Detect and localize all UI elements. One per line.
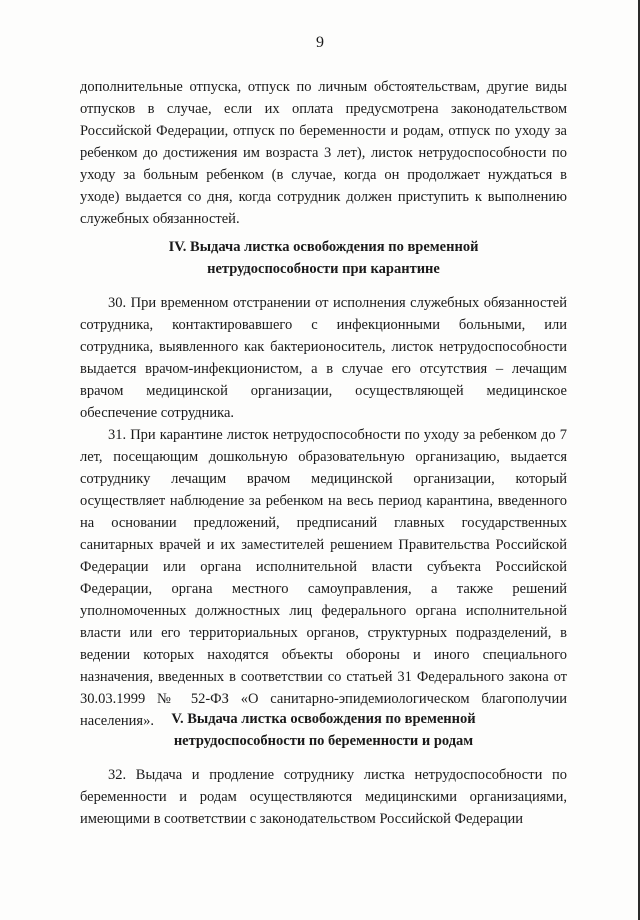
paragraph-30: 30. При временном отстранении от исполнения служебных обязанностей сотрудника, контактировавшего с инфекционными больными, или сотрудника, выявленного как бактерионоситель, листок нетрудоспособности выдается врачом-инфекционистом, а в случае его отсутствия – лечащим врачом медицинской организации, осуществляющей медицинское обеспечение сотрудника. (80, 295, 567, 421)
page-number: 9 (316, 34, 324, 51)
paragraph-31: 31. При карантине листок нетрудоспособности по уходу за ребенком до 7 лет, посещающим дошкольную образовательную организацию, выдается сотруднику лечащим врачом медицинской организации, который осуществляет наблюдение за ребенком на весь период карантина, введенного на основании предложений, предписаний главных государственных санитарных врачей и их заместителей решением Правительства Российской Федерации или органа исполнительной власти субъекта Российской Федерации, органа местного самоуправления, а также решений уполномоченных должностных лиц федерального органа исполнительной власти или его территориальных органов, структурных подразделений, в ведении которых находятся объекты обороны и иного специального назначения, введенных в соответствии со статьей 31 Федерального закона от 30.03.1999 № 52-ФЗ «О санитарно-эпидемиологическом благополучии населения». (80, 427, 567, 729)
section-4-heading-line-1: IV. Выдача листка освобождения по временной (168, 239, 479, 255)
section-5-body (80, 764, 567, 830)
section-5-heading-line-1: V. Выдача листка освобождения по временной (171, 711, 476, 727)
section-5-heading (80, 708, 567, 752)
section-4-body (80, 292, 567, 732)
intro-paragraph-block (80, 76, 567, 230)
section-5-heading-line-2: нетрудоспособности по беременности и родам (173, 733, 474, 749)
intro-paragraph: дополнительные отпуска, отпуск по личным обстоятельствам, другие виды отпусков в случае, если их оплата предусмотрена законодательством Российской Федерации, отпуск по беременности и родам, отпуск по уходу за ребенком до достижения им возраста 3 лет), листок нетрудоспособности по уходу за больным ребенком (в случае, когда он продолжает нуждаться в уходе) выдается со дня, когда сотрудник должен приступить к выполнению служебных обязанностей. (80, 79, 567, 227)
paragraph-32: 32. Выдача и продление сотруднику листка нетрудоспособности по беременности и родам осуществляются медицинскими организациями, имеющими в соответствии с законодательством Российской Федерации (80, 767, 567, 827)
section-4-heading-line-2: нетрудоспособности при карантине (207, 261, 440, 277)
section-4-heading (80, 236, 567, 280)
